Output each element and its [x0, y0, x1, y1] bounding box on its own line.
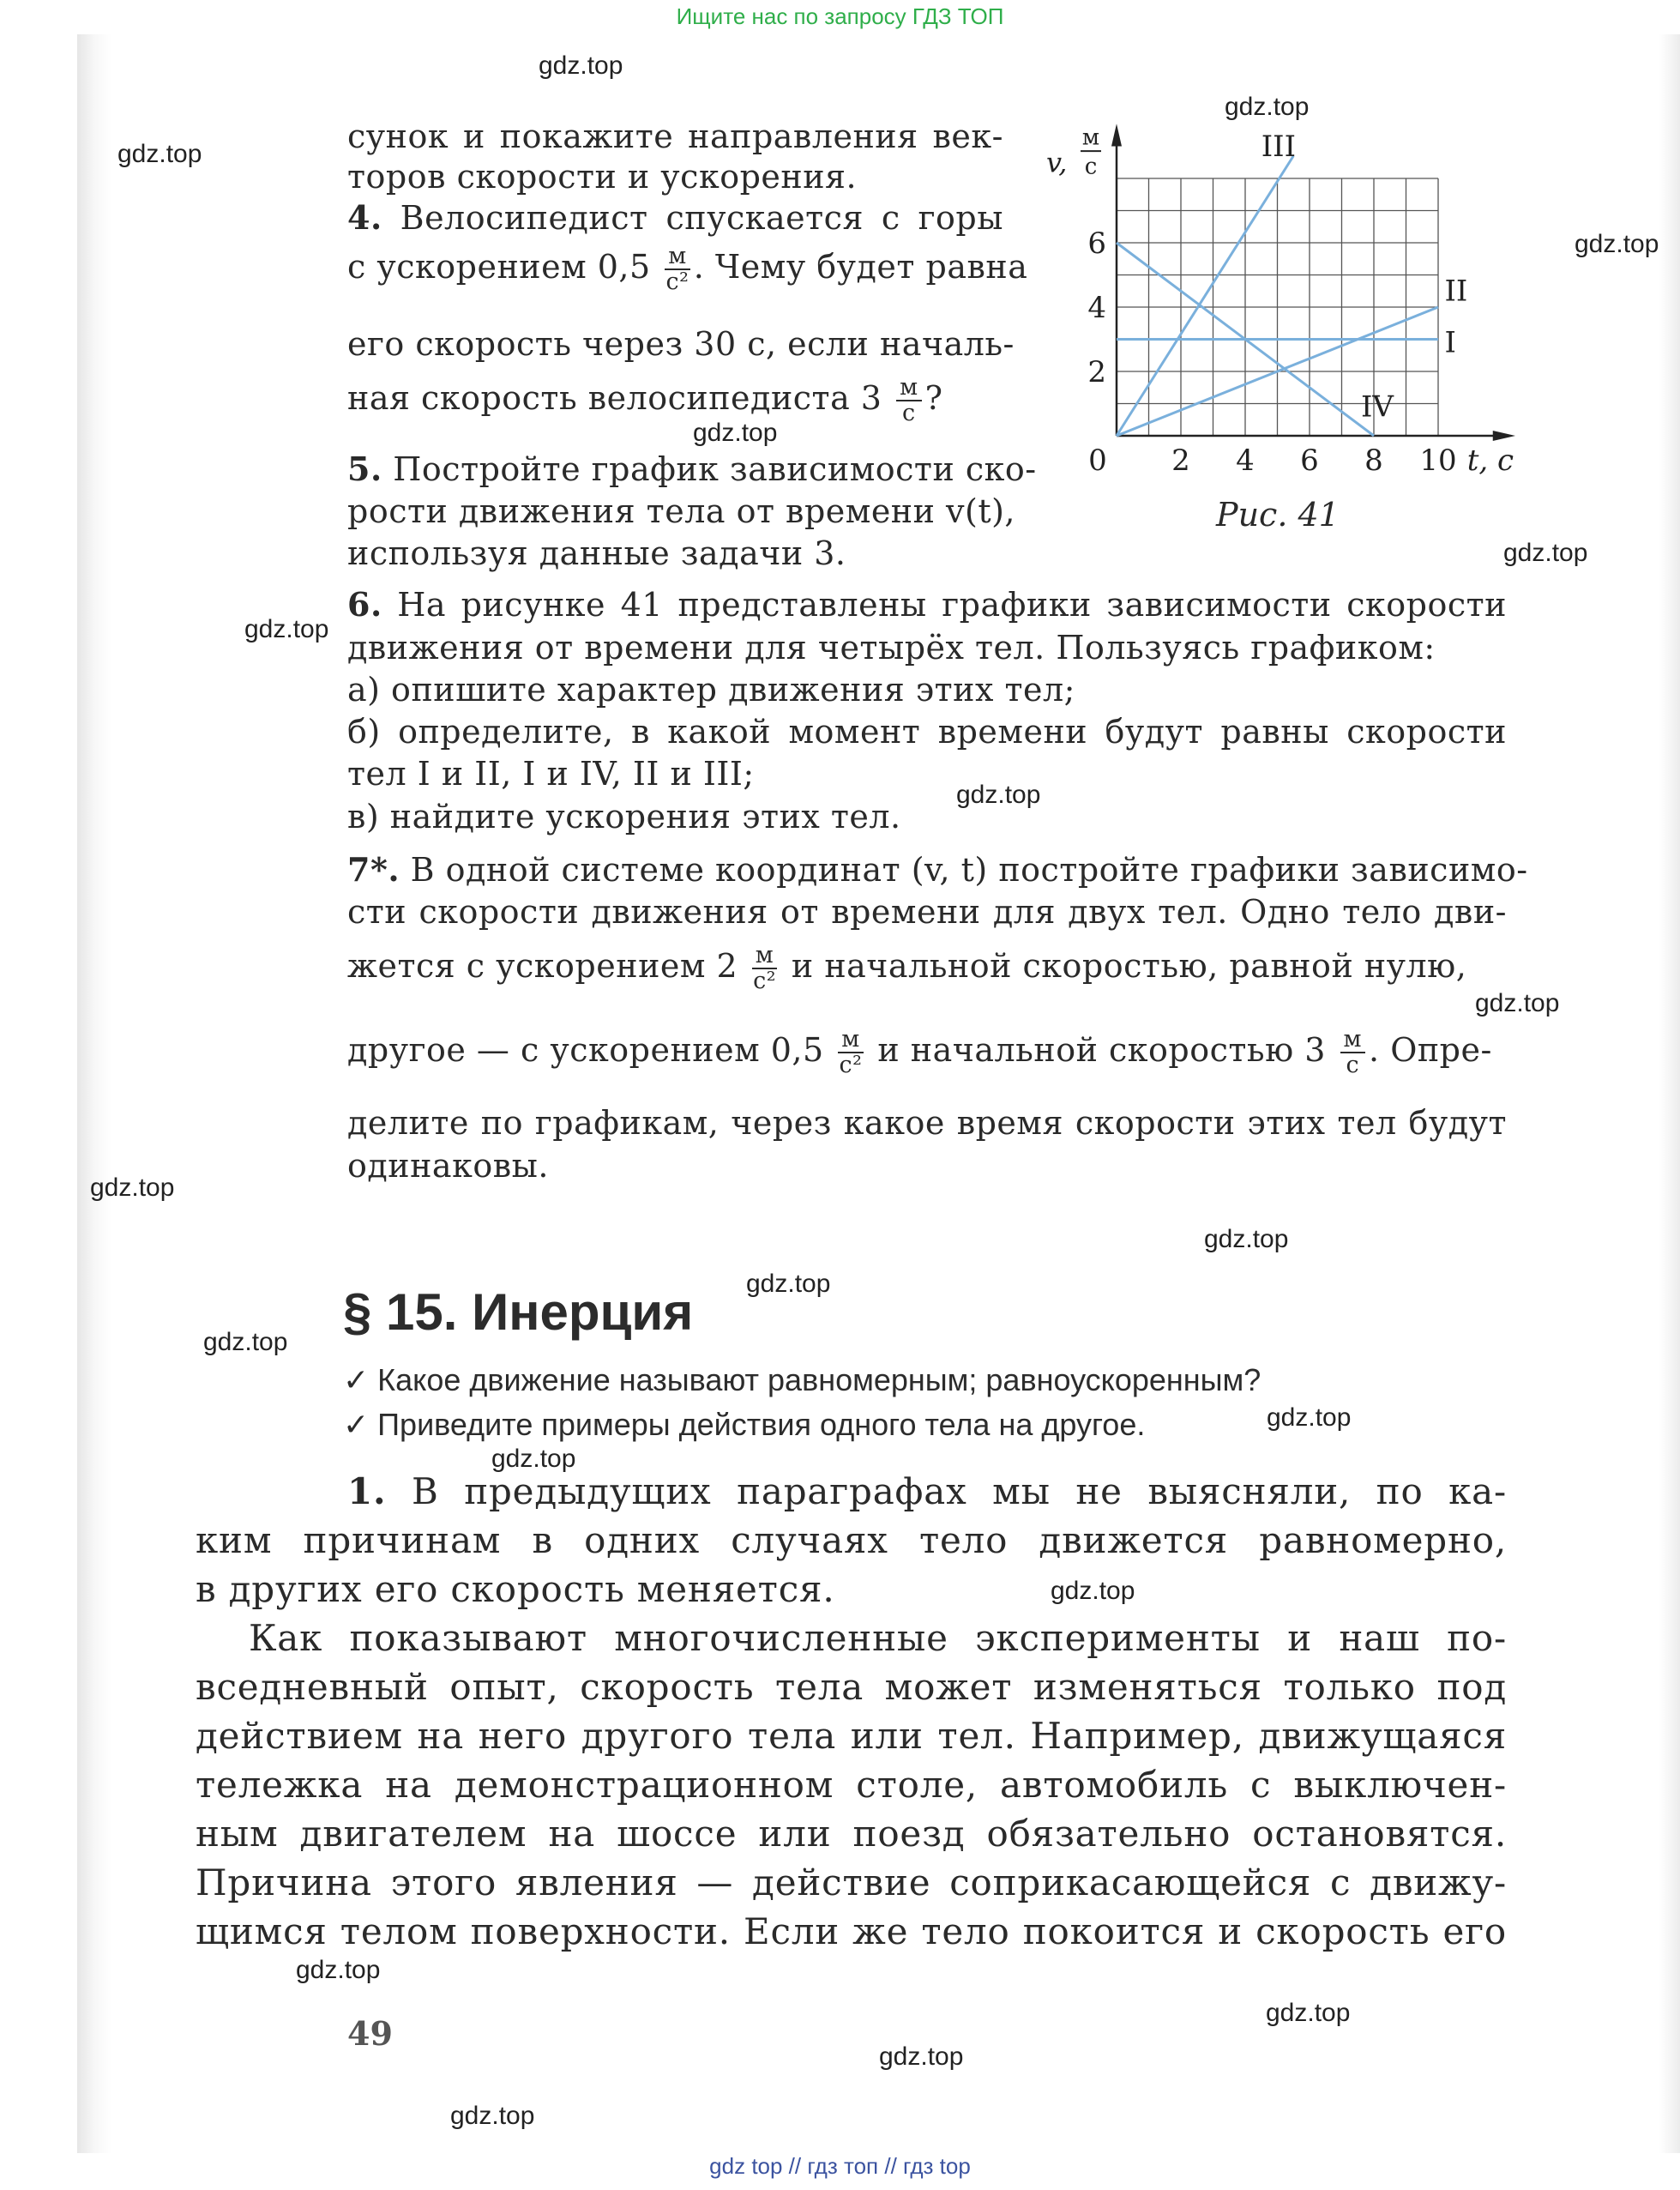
y-axis-label: v,	[1046, 146, 1068, 179]
x-axis-label: t, с	[1466, 443, 1514, 478]
watermark: gdz.top	[956, 781, 1041, 809]
watermark: gdz.top	[879, 2042, 964, 2071]
x-tick-label: 2	[1171, 443, 1190, 478]
exercise-6-number: 6.	[347, 585, 382, 624]
x-tick-label: 8	[1364, 443, 1383, 478]
paragraph-2-line-2: вседневный опыт, скорость тела может изменяться только под	[196, 1666, 1507, 1708]
exercise-7-line-3: жется с ускорением 2 $\frac{м}{\text{с²}}$ и начальной скоростью, равной нулю,	[347, 942, 1467, 995]
exercise-7-line-2: сти скорости движения от времени для двух тел. Одно тело дви-	[347, 893, 1507, 931]
paragraph-1-number: 1.	[347, 1470, 387, 1512]
watermark: gdz.top	[450, 2102, 535, 2130]
paragraph-2-line-5: ным двигателем на шоссе или поезд обязательно остановятся.	[196, 1813, 1507, 1855]
watermark: gdz.top	[1267, 1403, 1352, 1432]
watermark: gdz.top	[693, 419, 778, 447]
unit-fraction: $\frac{м}{\text{с²}}$	[665, 243, 689, 296]
exercise-5-line-1	[347, 449, 1037, 488]
watermark: gdz.top	[1266, 1999, 1351, 2027]
watermark: gdz.top	[117, 140, 202, 168]
x-axis-arrow	[1493, 431, 1515, 441]
exercise-7-text: В одной системе координат (v, t) постройте графики зависимо-	[410, 851, 1528, 889]
exercise-4-line-3: его скорость через 30 с, если началь-	[347, 325, 1015, 363]
watermark: gdz.top	[1204, 1225, 1289, 1253]
unit-fraction: $\frac{м}{с}$	[896, 376, 922, 426]
section-title: § 15. Инерция	[343, 1283, 694, 1341]
series-line-III	[1117, 156, 1293, 436]
exercise-3-line-2: торов скорости и ускорения.	[347, 158, 858, 196]
watermark: gdz.top	[244, 615, 329, 643]
series-label-I: I	[1444, 325, 1456, 360]
series-label-III: III	[1261, 129, 1297, 164]
exercise-5-line-2: рости движения тела от времени v(t),	[347, 492, 1016, 530]
exercise-4-line-1	[347, 198, 1003, 237]
unit-fraction: $\frac{м}{\text{с²}}$	[839, 1026, 863, 1079]
exercise-5-text: Постройте график зависимости ско-	[393, 450, 1037, 488]
watermark: gdz.top	[746, 1270, 831, 1298]
exercise-4-number: 4.	[347, 198, 382, 237]
exercise-4-line-4: ная скорость велосипедиста 3 $\frac{м}{с}$ ?	[347, 374, 943, 427]
bottom-banner[interactable]: gdz top // гдз топ // гдз top	[709, 2153, 971, 2179]
y-tick-label: 6	[1087, 226, 1106, 261]
exercise-5-number: 5.	[347, 449, 382, 488]
unit-fraction: $\frac{м}{\text{с²}}$	[753, 942, 777, 995]
page-number: 49	[347, 2014, 393, 2053]
paragraph-2-line-1: Как показывают многочисленные эксперименты и наш по-	[249, 1617, 1507, 1659]
x-tick-label: 6	[1300, 443, 1319, 478]
y-axis-unit-numerator: м	[1081, 124, 1100, 151]
paragraph-1-text: В предыдущих параграфах мы не выясняли, по ка-	[412, 1470, 1507, 1512]
watermark: gdz.top	[1503, 539, 1588, 567]
exercise-4-question-text: . Чему будет равна	[693, 247, 1028, 286]
paragraph-2-line-4: тележка на демонстрационном столе, автомобиль с выключен-	[196, 1764, 1507, 1806]
paragraph-2-line-7: щимся телом поверхности. Если же тело покоится и скорость его	[196, 1910, 1507, 1952]
exercise-3-line-1: сунок и покажите направления век-	[347, 118, 1003, 155]
exercise-5-line-3: используя данные задачи 3.	[347, 534, 846, 572]
velocity-time-chart	[1038, 112, 1518, 489]
page-edge-shadow-right	[1659, 34, 1680, 2153]
exercise-4-text: Велосипедист спускается с горы	[400, 199, 1003, 237]
watermark: gdz.top	[1051, 1577, 1135, 1605]
exercise-6-item-a: а) опишите характер движения этих тел;	[347, 671, 1075, 709]
paragraph-2-line-3: действием на него другого тела или тел. Например, движущаяся	[196, 1715, 1507, 1757]
exercise-6-item-c: в) найдите ускорения этих тел.	[347, 798, 901, 836]
exercise-6-text: На рисунке 41 представлены графики зависимости скорости	[397, 586, 1507, 624]
series-label-II: II	[1444, 274, 1468, 309]
watermark: gdz.top	[491, 1445, 576, 1473]
exercise-6-item-b-line-1: б) определите, в какой момент времени будут равны скорости	[347, 713, 1507, 751]
paragraph-1-line-3: в других его скорость меняется.	[196, 1568, 835, 1610]
watermark: gdz.top	[90, 1173, 175, 1202]
exercise-7-line-6: одинаковы.	[347, 1147, 549, 1185]
watermark: gdz.top	[296, 1956, 381, 1984]
paragraph-1-line-2: ким причинам в одних случаях тело движется равномерно,	[196, 1519, 1507, 1561]
watermark: gdz.top	[539, 51, 623, 80]
y-tick-label: 4	[1087, 291, 1106, 325]
exercise-6-line-1	[347, 585, 1507, 624]
exercise-6-line-2: движения от времени для четырёх тел. Пользуясь графиком:	[347, 629, 1436, 667]
watermark: gdz.top	[1225, 93, 1310, 121]
figure-caption: Рис. 41	[1216, 496, 1340, 534]
origin-label: 0	[1088, 443, 1107, 478]
y-axis-arrow	[1111, 124, 1122, 146]
exercise-6-item-b-line-2: тел I и II, I и IV, II и III;	[347, 755, 755, 793]
y-tick-label: 2	[1087, 355, 1106, 389]
y-axis-unit-denominator: с	[1084, 154, 1098, 180]
exercise-7-line-1	[347, 850, 1528, 889]
exercise-4-line-2	[347, 244, 1027, 295]
page-edge-shadow	[77, 34, 111, 2153]
paragraph-1-line-1	[347, 1470, 1507, 1512]
watermark: gdz.top	[203, 1328, 288, 1356]
top-banner[interactable]: Ищите нас по запросу ГДЗ ТОП	[676, 3, 1004, 29]
exercise-4-initial-text: ная скорость велосипедиста 3	[347, 378, 882, 417]
review-question-1: ✓ Какое движение называют равномерным; равноускоренным?	[343, 1362, 1262, 1397]
exercise-7-line-5: делите по графикам, через какое время скорости этих тел будут	[347, 1104, 1507, 1142]
watermark: gdz.top	[1575, 230, 1659, 258]
review-question-2: ✓ Приведите примеры действия одного тела на другое.	[343, 1407, 1146, 1442]
unit-fraction: $\frac{м}{с}$	[1340, 1028, 1366, 1078]
series-label-IV: IV	[1361, 389, 1394, 425]
exercise-7-line-4: другое — с ускорением 0,5 $\frac{м}{\text{с²}}$ и начальной скоростью 3 $\frac{м}{с}$ . Опре-	[347, 1026, 1492, 1079]
paragraph-2-line-6: Причина этого явления — действие соприкасающейся с движу-	[196, 1861, 1507, 1903]
x-tick-label: 10	[1419, 443, 1457, 478]
watermark: gdz.top	[1475, 989, 1560, 1017]
exercise-7-number: 7*.	[347, 850, 400, 889]
x-tick-label: 4	[1236, 443, 1255, 478]
exercise-4-accel-text: с ускорением 0,5	[347, 247, 651, 286]
